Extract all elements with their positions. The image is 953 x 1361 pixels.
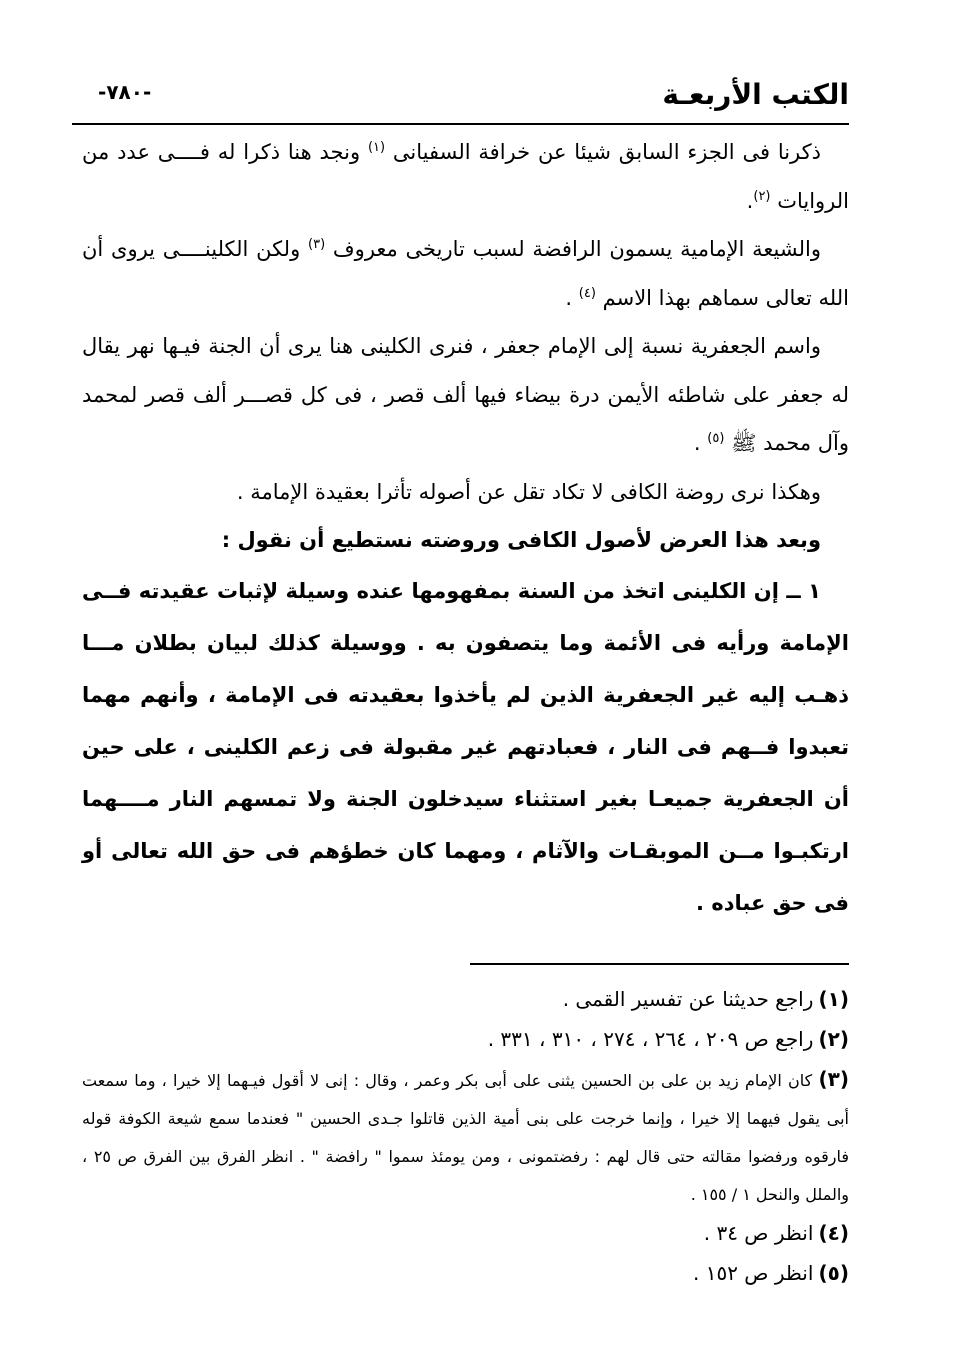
paragraph-3-end: . <box>693 431 701 455</box>
page-number: -٧٨٠- <box>98 80 152 104</box>
paragraph-6: ١ ــ إن الكلينى اتخذ من السنة بمفهومها عنده وسيلة لإثبات عقيدته فــى الإمامة ورأيه فى الأئمة وما يتصفون به . ووسيلة كذلك لبيان بطلان مـــا ذهـب إليه غير الجعفرية الذين لم يأخذوا بعقيدته فى الإمامة ، وأنهم مهما تعبدوا فــهم فى النار ، فعبادتهم غير مقبولة فى زعم الكلينى ، على حين أن الجعفرية جميعـا بغير استثناء سيدخلون الجنة ولا تمسهم النار مــــهما ارتكبـوا مــن الموبقـات والآثام ، ومهما كان خطؤهم فى حق الله تعالى أو فى حق عباده . <box>82 578 849 915</box>
paragraph-1-text-b: ونجد هنا ذكرا له فــــى عدد من الروايات <box>82 140 849 213</box>
header-divider <box>72 123 849 125</box>
main-text <box>82 128 849 929</box>
paragraph-1-text-a: ذكرنا فى الجزء السابق شيئا عن خرافة السفيانى <box>392 140 821 164</box>
paragraph-2-text-b: ولكن الكلينــــى يروى أن الله تعالى سماهم بهذا الاسم <box>82 237 849 310</box>
paragraph-1 <box>82 128 849 225</box>
paragraph-5: وبعد هذا العرض لأصول الكافى وروضته نستطيع أن نقول : <box>221 528 821 552</box>
paragraph-2 <box>82 225 849 322</box>
footnote-ref-5: (٥) <box>707 431 725 446</box>
footnotes <box>82 980 849 1294</box>
footnote-2-number: (٢) <box>818 1027 849 1051</box>
footnote-3-text: كان الإمام زيد بن على بن الحسين يثنى على أبى بكر وعمر ، وقال : إنى لا أقول فيـهما إلا خيرا ، وما سمعت أبى يقول فيهما إلا خيرا ، وإنما خرجت على بنى أمية الذين قاتلوا جـدى الحسين " فعندما سمع شيعة الكوفة قوله فارقوه ورفضوا مقالته حتى قال لهم : رفضتمونى ، ومن يومئذ سموا " رافضة " . انظر الفرق بين الفرق ص ٢٥ ، والملل والنحل ١ / ١٥٥ . <box>82 1071 849 1204</box>
footnote-5-number: (٥) <box>818 1261 849 1285</box>
footnote-5 <box>82 1254 849 1294</box>
paragraph-3-text: واسم الجعفرية نسبة إلى الإمام جعفر ، فنرى الكلينى هنا يرى أن الجنة فيـها نهر يقال له جعفر على شاطئه الأيمن درة بيضاء فيها ألف قصر ، فى كل قصـــر ألف قصر لمحمد وآل محمد ﷺ <box>82 334 849 455</box>
footnote-ref-2: (٢) <box>753 188 771 204</box>
footnote-1 <box>82 980 849 1020</box>
paragraph-4: وهكذا نرى روضة الكافى لا تكاد تقل عن أصوله تأثرا بعقيدة الإمامة . <box>236 479 821 504</box>
paragraph-3 <box>82 322 849 468</box>
paragraph-1-end: . <box>746 188 754 213</box>
footnote-divider <box>470 963 849 965</box>
footnote-4-number: (٤) <box>818 1221 849 1245</box>
footnote-1-text: راجع حديثنا عن تفسير القمى . <box>562 987 814 1011</box>
footnote-1-number: (١) <box>818 987 849 1011</box>
footnote-3-number: (٣) <box>818 1067 850 1091</box>
footnote-ref-4: (٤) <box>578 285 596 301</box>
paragraph-2-end: . <box>565 285 573 310</box>
footnote-4 <box>82 1214 849 1254</box>
footnote-2-text: راجع ص ٢٠٩ ، ٢٦٤ ، ٢٧٤ ، ٣١٠ ، ٣٣١ . <box>487 1027 814 1051</box>
running-header-title: الكتب الأربعـة <box>662 78 849 111</box>
footnote-2 <box>82 1020 849 1060</box>
footnote-4-text: انظر ص ٣٤ . <box>703 1221 814 1245</box>
paragraph-2-text-a: والشيعة الإمامية يسمون الرافضة لسبب تاريخى معروف <box>332 237 821 261</box>
footnote-5-text: انظر ص ١٥٢ . <box>692 1261 814 1285</box>
footnote-ref-3: (٣) <box>308 237 326 252</box>
footnote-ref-1: (١) <box>367 140 386 155</box>
footnote-3 <box>82 1060 849 1214</box>
